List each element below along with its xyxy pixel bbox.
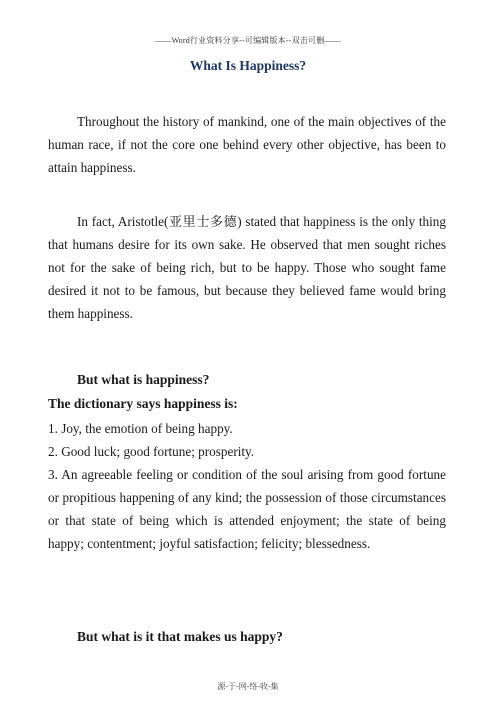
paragraph-intro: Throughout the history of mankind, one of the main objectives of the human race, if not the core one behind every other objective, has been to attain happiness.: [48, 114, 446, 175]
document-title: What Is Happiness?: [189, 58, 307, 73]
paragraph-aristotle: In fact, Aristotle(亚里士多德) stated that happiness is the only thing that humans desire for its own sake. He observed that men sought riches not for the sake of being rich, but to be happy. Those who sought fame desired it not to be famous, but because they believed fame would bring them happiness.: [48, 214, 446, 321]
question-heading: But what is happiness?: [77, 372, 210, 387]
definition-item: 1. Joy, the emotion of being happy.: [48, 421, 233, 436]
definition-item: 2. Good luck; good fortune; prosperity.: [48, 444, 255, 459]
page-header: ——Word行业资料分享--可编辑版本--双击可删——: [155, 36, 341, 45]
dictionary-heading: The dictionary says happiness is:: [48, 396, 238, 411]
definition-item: 3. An agreeable feeling or condition of the soul arising from good fortune or propitious happening of any kind; the possession of those circumstances or that state of being which is attended enjoyment; the state of being happy; contentment; joyful satisfaction; felicity; blessedness.: [48, 467, 446, 551]
page-footer: 源-于-网-络-收-集: [217, 682, 279, 691]
definition-list: [48, 417, 446, 555]
closing-heading: But what is it that makes us happy?: [77, 629, 283, 644]
